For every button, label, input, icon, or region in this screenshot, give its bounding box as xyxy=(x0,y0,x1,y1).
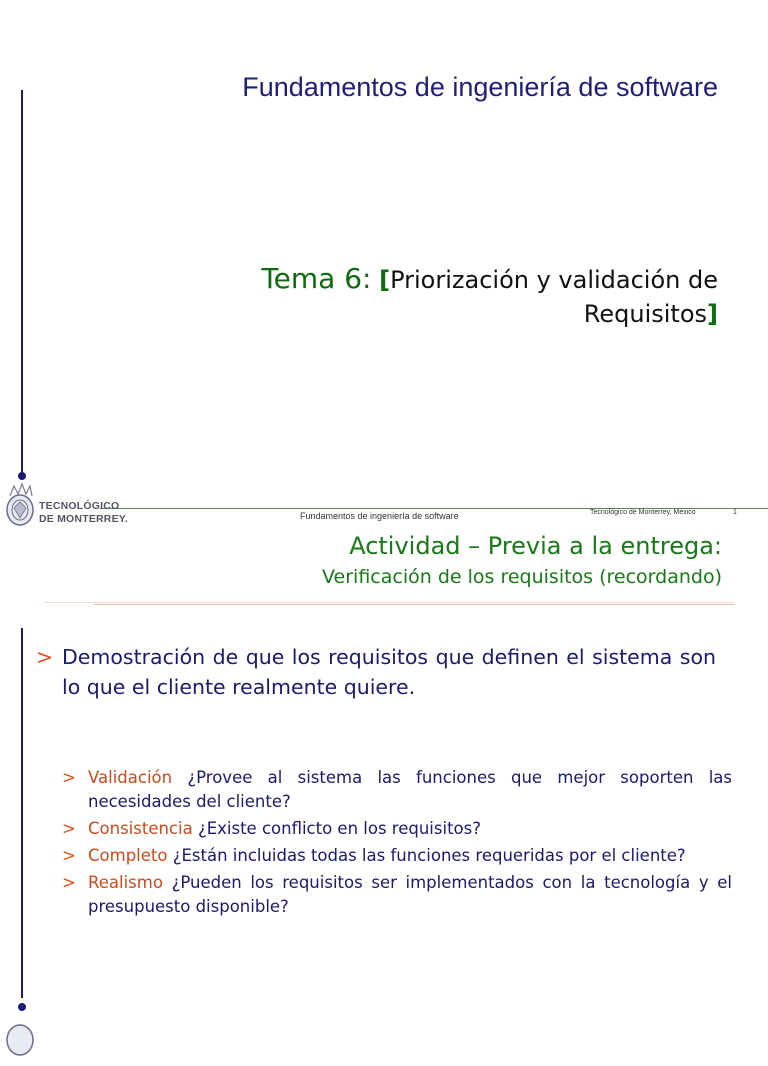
sub-bullet-consistencia xyxy=(62,817,732,841)
slide-subtitle: Verificación de los requisitos (recordando) xyxy=(322,566,722,588)
bullet-marker: > xyxy=(62,768,76,787)
vertical-rule xyxy=(21,628,23,998)
bullet-marker: > xyxy=(36,645,54,669)
topic-heading xyxy=(261,262,718,331)
page-number: 1 xyxy=(733,509,737,516)
vertical-rule xyxy=(21,90,23,475)
slide-title: Actividad – Previa a la entrega: xyxy=(349,532,722,560)
footer-course: Fundamentos de ingeniería de software xyxy=(300,511,459,521)
term: Validación xyxy=(88,768,173,787)
sub-bullet-realismo xyxy=(62,871,732,919)
logo-line1: TECNOLÓGICO xyxy=(39,500,120,512)
sub-bullet-text: ¿Pueden los requisitos ser implementados con la tecnología y el presupuesto disponible? xyxy=(88,873,732,916)
crest-icon xyxy=(2,1008,38,1062)
title-divider xyxy=(44,602,734,603)
main-bullet-text: Demostración de que los requisitos que definen el sistema son lo que el cliente realmente quiere. xyxy=(62,645,716,699)
bracket-open: [ xyxy=(379,266,391,294)
logo-line2: DE MONTERREY. xyxy=(39,513,128,525)
sub-bullet-text: ¿Están incluidas todas las funciones requeridas por el cliente? xyxy=(172,846,686,865)
sub-bullet-list xyxy=(62,766,732,922)
bullet-marker: > xyxy=(62,873,76,892)
sub-bullet-text: ¿Provee al sistema las funciones que mejor soporten las necesidades del cliente? xyxy=(88,768,732,811)
bracket-close: ] xyxy=(707,300,718,328)
topic-label: Tema 6: xyxy=(261,262,372,295)
tec-monterrey-logo-partial xyxy=(2,1008,132,1062)
title-divider-secondary xyxy=(94,604,734,605)
slide-activity xyxy=(0,512,768,1024)
topic-text-line2: Requisitos xyxy=(583,300,708,328)
bullet-marker: > xyxy=(62,846,76,865)
term: Completo xyxy=(88,846,168,865)
footer-institution: Tecnológico de Monterrey, México xyxy=(590,509,696,516)
main-bullet xyxy=(36,642,716,702)
term: Realismo xyxy=(88,873,163,892)
bullet-marker: > xyxy=(62,819,76,838)
slide-title xyxy=(0,0,768,525)
sub-bullet-validacion xyxy=(62,766,732,814)
sub-bullet-completo xyxy=(62,844,732,868)
sub-bullet-text: ¿Existe conflicto en los requisitos? xyxy=(197,819,481,838)
term: Consistencia xyxy=(88,819,193,838)
course-title: Fundamentos de ingeniería de software xyxy=(242,72,718,102)
topic-text-line1: Priorización y validación de xyxy=(390,266,718,294)
